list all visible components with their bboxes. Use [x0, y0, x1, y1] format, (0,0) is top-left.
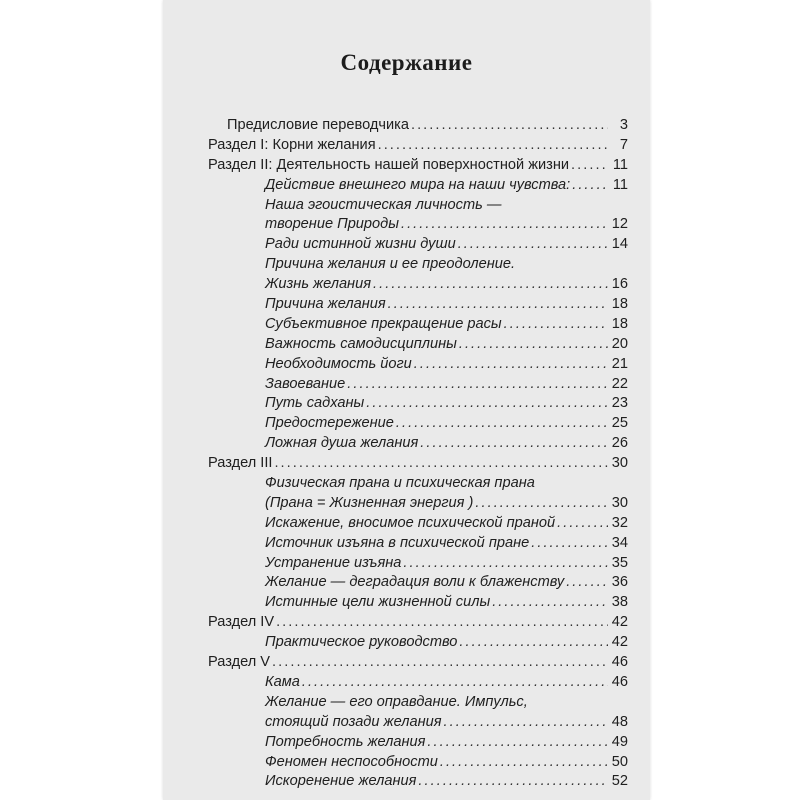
- toc-entry-page-number: 36: [611, 574, 628, 591]
- toc-entry: [208, 315, 628, 335]
- toc-entry: [208, 713, 628, 733]
- toc-entry-title: Завоевание: [265, 375, 346, 392]
- dot-leader: [418, 772, 608, 792]
- toc-entry: [208, 335, 628, 355]
- toc-entry: [208, 534, 628, 554]
- toc-entry: [208, 176, 628, 196]
- toc-entry-page-number: 20: [611, 335, 628, 352]
- toc-entry-page-number: 23: [611, 395, 628, 412]
- toc-entry-title: Раздел III: [208, 455, 273, 472]
- toc-entry-title: Причина желания: [265, 296, 386, 313]
- dot-leader: [274, 454, 608, 474]
- toc-entry-page-number: 18: [611, 296, 628, 313]
- dot-leader: [378, 136, 608, 156]
- toc-entry: [208, 474, 628, 494]
- toc-entry-title: Потребность желания: [265, 733, 426, 750]
- dot-leader: [414, 355, 608, 375]
- toc-entry-title: Кама: [265, 673, 300, 690]
- dot-leader: [459, 335, 608, 355]
- dot-leader: [388, 295, 608, 315]
- toc-entry-title: Истинные цели жизненной силы: [265, 594, 491, 611]
- toc-entry-title: творение Природы: [265, 216, 399, 233]
- dot-leader: [347, 375, 608, 395]
- toc-entry-page-number: 22: [611, 375, 628, 392]
- dot-leader: [475, 494, 608, 514]
- toc-entry-page-number: 14: [611, 236, 628, 253]
- toc-entry-title: (Прана = Жизненная энергия ): [265, 494, 474, 511]
- toc-entry-title: стоящий позади желания: [265, 713, 442, 730]
- dot-leader: [272, 653, 608, 673]
- toc-entry-page-number: 34: [611, 534, 628, 551]
- toc-entry: [208, 235, 628, 255]
- toc-entry-title: Искажение, вносимое психической праной: [265, 514, 556, 531]
- toc-entry-title: Жизнь желания: [265, 276, 372, 293]
- toc-entry-page-number: 49: [611, 733, 628, 750]
- dot-leader: [459, 633, 608, 653]
- toc-entry-page-number: 52: [611, 773, 628, 790]
- toc-entry-page-number: 50: [611, 753, 628, 770]
- dot-leader: [403, 554, 608, 574]
- toc-entry-title: Предостережение: [265, 415, 394, 432]
- toc-entry-page-number: 46: [611, 654, 628, 671]
- toc-entry-page-number: 48: [611, 713, 628, 730]
- toc-entry-title: Раздел V: [208, 654, 271, 671]
- toc-entry: [208, 633, 628, 653]
- toc-entry: [208, 693, 628, 713]
- toc-entry-page-number: 30: [611, 494, 628, 511]
- toc-entry-page-number: 7: [619, 136, 628, 153]
- toc-entry-page-number: 42: [611, 614, 628, 631]
- toc-entry-page-number: 18: [611, 315, 628, 332]
- toc-entry-title: Раздел II: Деятельность нашей поверхностной жизни: [208, 156, 570, 173]
- toc-entry: [208, 753, 628, 773]
- dot-leader: [302, 673, 608, 693]
- toc-entry-title: Наша эгоистическая личность —: [265, 196, 502, 213]
- toc-entry: [208, 653, 628, 673]
- toc-entry-page-number: 21: [611, 355, 628, 372]
- dot-leader: [396, 414, 608, 434]
- dot-leader: [458, 235, 608, 255]
- toc-entry-title: Действие внешнего мира на наши чувства:: [265, 176, 571, 193]
- toc-entry-page-number: 30: [611, 455, 628, 472]
- dot-leader: [444, 713, 608, 733]
- toc-entry-title: Предисловие переводчика: [227, 117, 409, 133]
- dot-leader: [572, 176, 608, 196]
- toc-entry: [208, 355, 628, 375]
- toc-entry-page-number: 42: [611, 634, 628, 651]
- toc-entry: [208, 255, 628, 275]
- toc-entry-title: Раздел I: Корни желания: [208, 136, 376, 153]
- dot-leader: [571, 156, 608, 176]
- toc-entry-title: Раздел IV: [208, 614, 275, 631]
- dot-leader: [492, 593, 608, 613]
- toc-entry: [208, 116, 628, 136]
- dot-leader: [411, 116, 608, 136]
- toc-entry-page-number: 25: [611, 415, 628, 432]
- dot-leader: [420, 434, 608, 454]
- toc-entry: [208, 196, 628, 216]
- toc-entry-page-number: 35: [611, 554, 628, 571]
- toc-entry-page-number: 16: [611, 276, 628, 293]
- toc-entry-title: Практическое руководство: [265, 634, 458, 651]
- toc-entry: [208, 613, 628, 633]
- toc-entry-title: Устранение изъяна: [265, 554, 402, 571]
- page-title: Содержание: [340, 50, 473, 75]
- toc-entry-page-number: 38: [611, 594, 628, 611]
- toc-entry: [208, 494, 628, 514]
- dot-leader: [366, 394, 608, 414]
- book-page: [163, 0, 650, 800]
- toc-entry: [208, 514, 628, 534]
- dot-leader: [504, 315, 608, 335]
- toc-entry-title: Ложная душа желания: [265, 435, 419, 452]
- toc-entry-title: Необходимость йоги: [265, 355, 412, 372]
- toc-entry-page-number: 11: [612, 156, 628, 173]
- toc-entry: [208, 136, 628, 156]
- toc-entry-page-number: 32: [611, 514, 628, 531]
- toc-entry: [208, 593, 628, 613]
- toc-entry-title: Феномен неспособности: [265, 753, 438, 770]
- toc-entry: [208, 414, 628, 434]
- toc-entry-page-number: 12: [611, 216, 628, 233]
- toc-entry: [208, 295, 628, 315]
- dot-leader: [440, 753, 608, 773]
- toc-entry-title: Ради истинной жизни души: [265, 236, 456, 253]
- toc-entry-title: Важность самодисциплины: [265, 335, 457, 352]
- toc-entry-title: Желание — его оправдание. Импульс,: [265, 693, 528, 710]
- dot-leader: [531, 534, 608, 554]
- toc-entry-page-number: 26: [611, 435, 628, 452]
- toc-entry-title: Физическая прана и психическая прана: [265, 475, 535, 492]
- dot-leader: [276, 613, 608, 633]
- toc-entry-title: Путь садханы: [265, 395, 365, 412]
- toc-entry-page-number: 3: [619, 117, 628, 133]
- toc-entry: [208, 434, 628, 454]
- toc-entry: [208, 454, 628, 474]
- toc-entry: [208, 215, 628, 235]
- dot-leader: [427, 733, 608, 753]
- table-of-contents: [208, 116, 628, 792]
- toc-entry: [208, 733, 628, 753]
- toc-entry: [208, 673, 628, 693]
- toc-entry-page-number: 11: [612, 176, 628, 193]
- toc-entry-page-number: 46: [611, 673, 628, 690]
- toc-entry: [208, 275, 628, 295]
- toc-entry: [208, 156, 628, 176]
- toc-entry: [208, 554, 628, 574]
- dot-leader: [557, 514, 608, 534]
- toc-entry: [208, 375, 628, 395]
- toc-entry-title: Искоренение желания: [265, 773, 417, 790]
- toc-entry-title: Субъективное прекращение расы: [265, 315, 502, 332]
- toc-entry: [208, 772, 628, 792]
- dot-leader: [373, 275, 608, 295]
- toc-entry-title: Причина желания и ее преодоление.: [265, 256, 516, 273]
- toc-entry: [208, 394, 628, 414]
- toc-entry-title: Источник изъяна в психической пране: [265, 534, 530, 551]
- toc-entry: [208, 573, 628, 593]
- dot-leader: [401, 215, 608, 235]
- dot-leader: [566, 573, 608, 593]
- toc-entry-title: Желание — деградация воли к блаженству: [265, 574, 565, 591]
